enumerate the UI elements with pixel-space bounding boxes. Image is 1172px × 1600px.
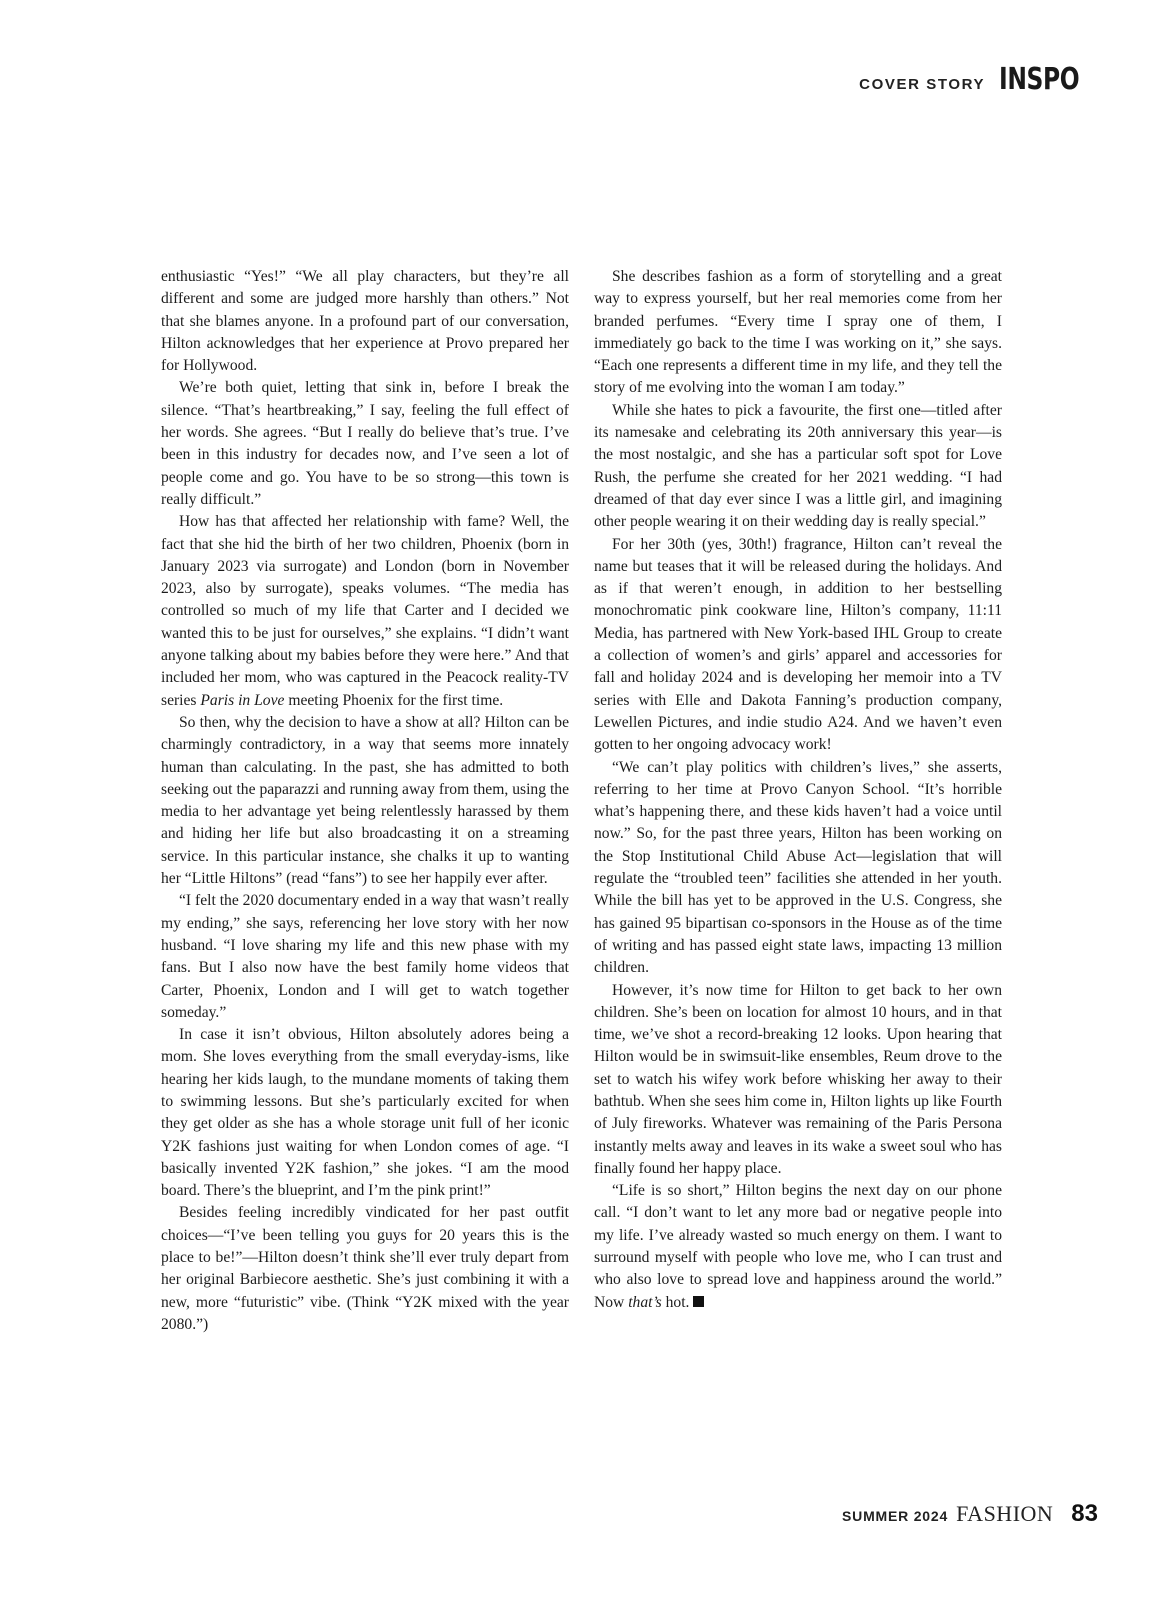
closing-emphasis: that’s [628,1293,662,1311]
article-column-right [594,266,1002,1314]
issue-label: SUMMER 2024 [842,1508,949,1524]
page-number: 83 [1071,1500,1098,1527]
article-column-left [161,266,569,1336]
paragraph: “We can’t play politics with children’s lives,” she asserts, referring to her time at Provo Canyon School. “It’s horrible what’s happening there, and these kids haven’t had a voice until now.” So, for the past three years, Hilton has been working on the Stop Institutional Child Abuse Act—legislation that will regulate the “troubled teen” facilities she attended in her youth. While the bill has yet to be approved in the U.S. Congress, she has gained 95 bipartisan co-sponsors in the House as of the time of writing and has passed eight state laws, impacting 13 million children. [594,758,1002,977]
paragraph: In case it isn’t obvious, Hilton absolutely adores being a mom. She loves everything from the small everyday-isms, like hearing her kids laugh, to the mundane moments of taking them to swimming lessons. But she’s particularly excited for when they get older as she has a whole storage unit full of her iconic Y2K fashions just waiting for when London comes of age. “I basically invented Y2K fashion,” she jokes. “I am the mood board. There’s the blueprint, and I’m the pink print!” [161,1026,569,1200]
paragraph [161,511,569,712]
paragraph: She describes fashion as a form of storytelling and a great way to express yourself, but her real memories come from her branded perfumes. “Every time I spray one of them, I immediately go back to the time I was working on it,” she says. “Each one represents a different time in my life, and they tell the story of me evolving into the woman I am today.” [594,268,1002,397]
end-mark-icon [693,1296,704,1307]
paragraph: For her 30th (yes, 30th!) fragrance, Hilton can’t reveal the name but teases that it will be released during the holidays. And as if that weren’t enough, in addition to her bestselling monochromatic pink cookware line, Hilton’s company, 11:11 Media, has partnered with New York-based IHL Group to create a collection of women’s and girls’ apparel and accessories for fall and holiday 2024 and is developing her memoir into a TV series with Elle and Dakota Fanning’s production company, Lewellen Pictures, and indie studio A24. And we haven’t even gotten to her ongoing advocacy work! [594,535,1002,754]
page-footer [842,1500,1098,1528]
paragraph-text: “Life is so short,” Hilton begins the next day on our phone call. “I don’t want to let any more bad or negative people into my life. I’ve already wasted so much energy on them. I want to surround myself with people who love me, who I can trust and who also love to spread love and happiness around the world.” Now [594,1182,1002,1311]
paragraph: So then, why the decision to have a show at all? Hilton can be charmingly contradictory, in a way that seems more innately human than calculating. In the past, she has admitted to both seeking out the paparazzi and running away from them, using the media to her advantage yet being relentlessly harassed by them and hiding her life but also broadcasting it on a streaming service. In this particular instance, she chalks it up to wanting her “Little Hiltons” (read “fans”) to see her happily ever after. [161,713,569,888]
paragraph-text: hot. [661,1293,690,1311]
paragraph: “I felt the 2020 documentary ended in a way that wasn’t really my ending,” she says, referencing her love story with her now husband. “I love sharing my life and this new phase with my fans. But I also now have the best family home videos that Carter, Phoenix, London and I will get to watch together someday.” [161,892,569,1021]
paragraph: While she hates to pick a favourite, the first one—titled after its namesake and celebrating its 20th anniversary this year—is the most nostalgic, and she has a particular soft spot for Love Rush, the perfume she created for her 2021 wedding. “I had dreamed of that day ever since I was a little girl, and imagining other people wearing it on their wedding day is really special.” [594,401,1002,531]
section-label: COVER STORY [859,76,986,93]
paragraph-text: meeting Phoenix for the first time. [284,691,504,709]
magazine-logo: FASHION [956,1501,1054,1526]
section-title: INSPO [999,62,1080,97]
paragraph [594,1180,1002,1314]
page-header [859,62,1094,97]
paragraph: However, it’s now time for Hilton to get back to her own children. She’s been on location for almost 10 hours, and in that time, we’ve shot a record-breaking 12 looks. Upon hearing that Hilton would be in swimsuit-like ensembles, Reum drove to the set to watch his wifey work before whisking her away to their bathtub. When she sees him come in, Hilton lights up like Fourth of July fireworks. Whatever was remaining of the Paris Persona instantly melts away and leaves in its wake a sweet soul who has finally found her happy place. [594,981,1002,1177]
show-title: Paris in Love [200,691,285,709]
paragraph-text: How has that affected her relationship with fame? Well, the fact that she hid the birth of her two children, Phoenix (born in January 2023 via surrogate) and London (born in November 2023, also by surrogate), speaks volumes. “The media has controlled so much of my life that Carter and I decided we wanted this to be just for ourselves,” she explains. “I didn’t want anyone talking about my babies before they were here.” And that included her mom, who was captured in the Peacock reality-TV series [161,513,569,709]
paragraph: We’re both quiet, letting that sink in, before I break the silence. “That’s heartbreaking,” I say, feeling the full effect of her words. She agrees. “But I really do believe that’s true. I’ve been in this industry for decades now, and I’ve seen a lot of people come and go. You have to be so strong—this town is really difficult.” [161,379,569,508]
paragraph: enthusiastic “Yes!” “We all play characters, but they’re all different and some are judged more harshly than others.” Not that she blames anyone. In a profound part of our conversation, Hilton acknowledges that her experience at Provo prepared her for Hollywood. [161,268,569,375]
paragraph: Besides feeling incredibly vindicated for her past outfit choices—“I’ve been telling you guys for 20 years this is the place to be!”—Hilton doesn’t think she’ll ever truly depart from her original Barbiecore aesthetic. She’s just combining it with a new, more “futuristic” vibe. (Think “Y2K mixed with the year 2080.”) [161,1204,569,1333]
